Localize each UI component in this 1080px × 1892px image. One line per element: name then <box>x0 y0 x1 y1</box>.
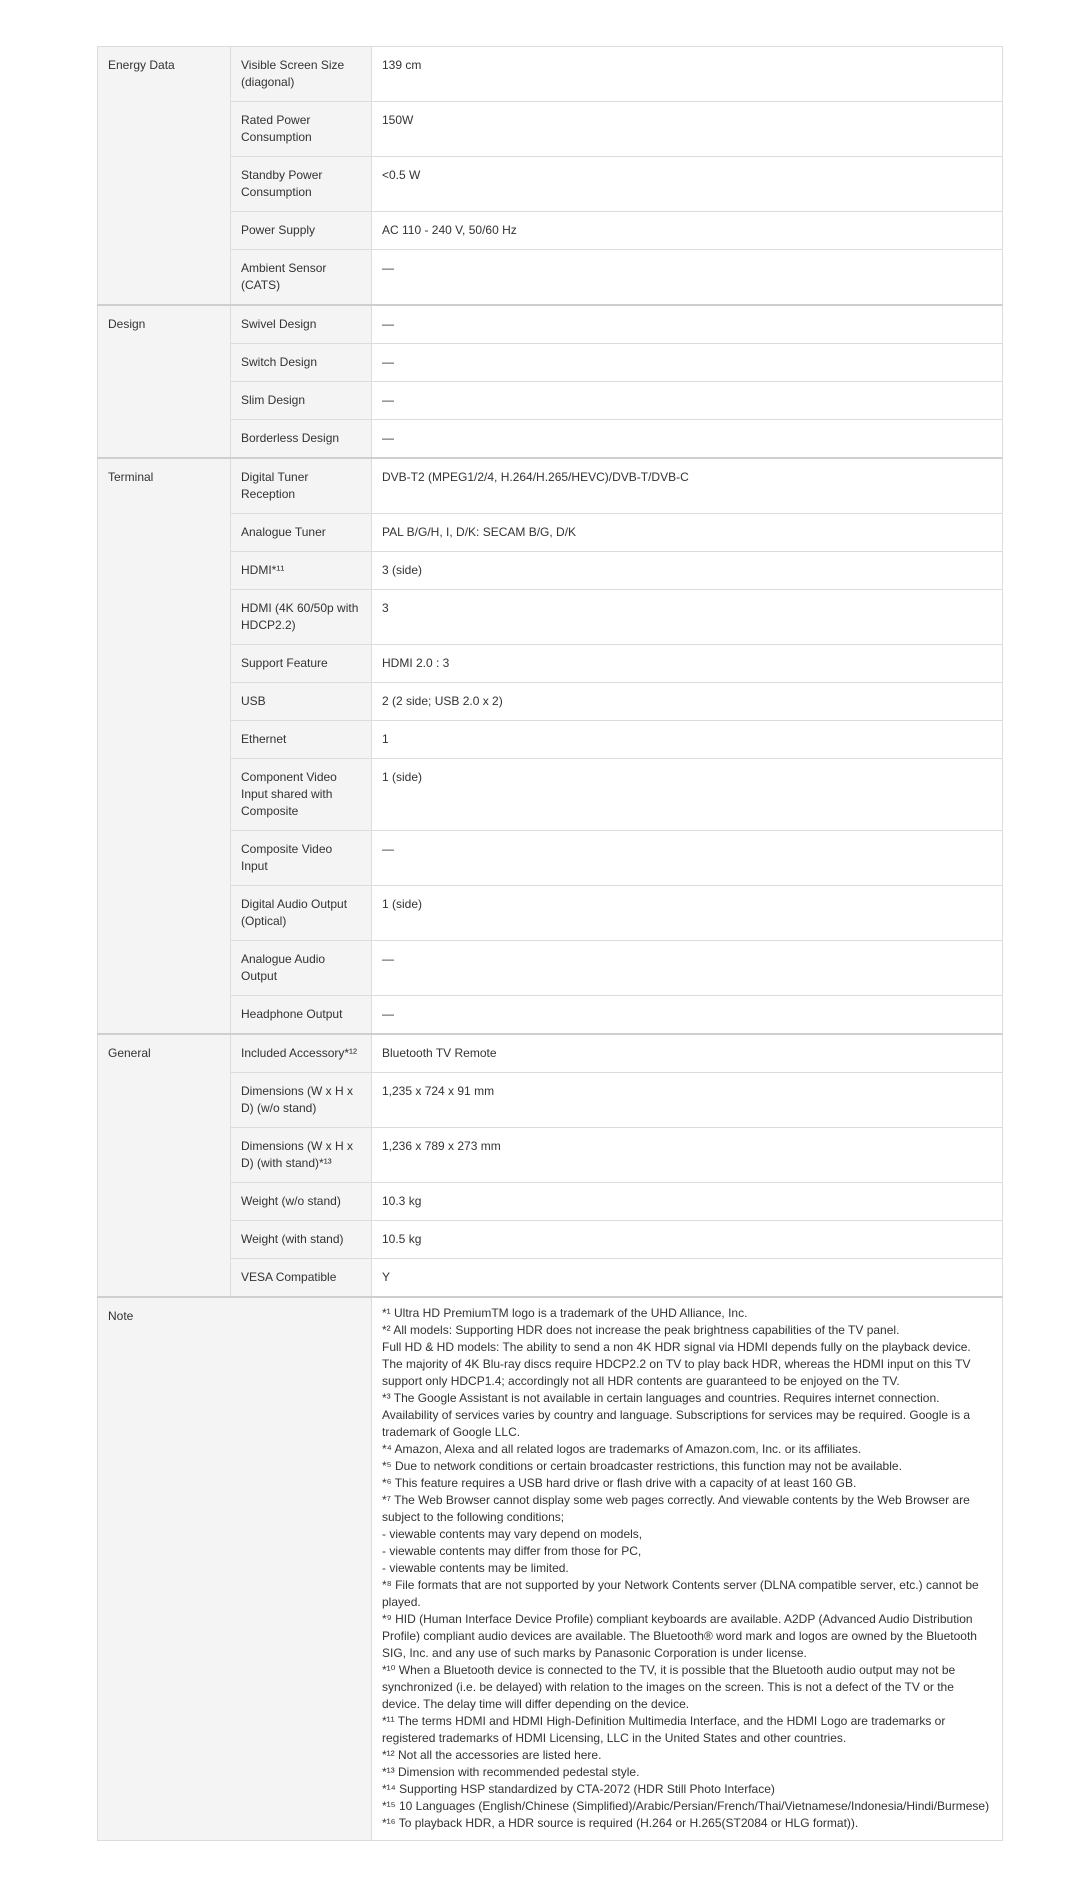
note-line: *⁵ Due to network conditions or certain broadcaster restrictions, this function may not be available. <box>382 1459 902 1473</box>
spec-row <box>98 212 1003 250</box>
spec-row <box>98 47 1003 102</box>
spec-label: Included Accessory*¹² <box>231 1034 372 1073</box>
spec-row <box>98 382 1003 420</box>
spec-value: 1 (side) <box>372 759 1003 831</box>
spec-row <box>98 683 1003 721</box>
spec-row <box>98 1073 1003 1128</box>
spec-value: Y <box>372 1259 1003 1298</box>
spec-label: Analogue Tuner <box>231 514 372 552</box>
spec-value: — <box>372 305 1003 344</box>
note-line: *³ The Google Assistant is not available in certain languages and countries. Requires internet connection. Availability of services varies by country and language. Subscriptions for services may be required. Google is a trademark of Google LLC. <box>382 1391 971 1439</box>
spec-value: — <box>372 941 1003 996</box>
note-line: Full HD & HD models: The ability to send a non 4K HDR signal via HDMI depends fully on the playback device. <box>382 1340 971 1354</box>
spec-label: Dimensions (W x H x D) (w/o stand) <box>231 1073 372 1128</box>
spec-row <box>98 157 1003 212</box>
spec-value: 3 (side) <box>372 552 1003 590</box>
note-line: *¹² Not all the accessories are listed here. <box>382 1748 602 1762</box>
spec-row <box>98 250 1003 306</box>
note-line: *¹⁴ Supporting HSP standardized by CTA-2072 (HDR Still Photo Interface) <box>382 1782 775 1796</box>
spec-value: PAL B/G/H, I, D/K: SECAM B/G, D/K <box>372 514 1003 552</box>
spec-row <box>98 1183 1003 1221</box>
spec-value: 1,236 x 789 x 273 mm <box>372 1128 1003 1183</box>
note-label: Note <box>98 1297 372 1841</box>
spec-row <box>98 831 1003 886</box>
spec-label: Weight (with stand) <box>231 1221 372 1259</box>
spec-label: Borderless Design <box>231 420 372 459</box>
note-line: - viewable contents may vary depend on models, <box>382 1527 643 1541</box>
spec-label: Digital Tuner Reception <box>231 458 372 514</box>
spec-row <box>98 344 1003 382</box>
spec-label: Ethernet <box>231 721 372 759</box>
spec-row <box>98 886 1003 941</box>
spec-label: Component Video Input shared with Composite <box>231 759 372 831</box>
note-line: *⁹ HID (Human Interface Device Profile) compliant keyboards are available. A2DP (Advanced Audio Distribution Profile) compliant audio devices are available. The Bluetooth® word mark and logos are owned by the Bluetooth SIG, Inc. and any use of such marks by Panasonic Corporation is under license. <box>382 1612 977 1660</box>
spec-row <box>98 645 1003 683</box>
spec-label: Dimensions (W x H x D) (with stand)*¹³ <box>231 1128 372 1183</box>
spec-value: <0.5 W <box>372 157 1003 212</box>
note-line: *¹⁰ When a Bluetooth device is connected to the TV, it is possible that the Bluetooth audio output may not be synchronized (i.e. be delayed) with relation to the images on the screen. This is not a defect of the TV or the device. The delay time will differ depending on the device. <box>382 1663 956 1711</box>
spec-label: VESA Compatible <box>231 1259 372 1298</box>
spec-value: AC 110 - 240 V, 50/60 Hz <box>372 212 1003 250</box>
spec-row <box>98 1034 1003 1073</box>
spec-label: Weight (w/o stand) <box>231 1183 372 1221</box>
spec-value: Bluetooth TV Remote <box>372 1034 1003 1073</box>
spec-label: Support Feature <box>231 645 372 683</box>
spec-label: Ambient Sensor (CATS) <box>231 250 372 306</box>
spec-row <box>98 102 1003 157</box>
spec-value: — <box>372 996 1003 1035</box>
spec-value: 1 <box>372 721 1003 759</box>
spec-row <box>98 552 1003 590</box>
spec-row <box>98 1221 1003 1259</box>
note-line: - viewable contents may differ from those for PC, <box>382 1544 642 1558</box>
spec-label: Digital Audio Output (Optical) <box>231 886 372 941</box>
spec-row <box>98 1259 1003 1298</box>
spec-value: — <box>372 382 1003 420</box>
spec-label: Power Supply <box>231 212 372 250</box>
note-line: *⁷ The Web Browser cannot display some web pages correctly. And viewable contents by the Web Browser are subject to the following conditions; <box>382 1493 970 1524</box>
note-line: The majority of 4K Blu-ray discs require HDCP2.2 on TV to play back HDR, whereas the HDMI input on this TV support only HDCP1.4; accordingly not all HDR contents are guaranteed to be enjoyed on the TV. <box>382 1357 971 1388</box>
note-line: *⁶ This feature requires a USB hard drive or flash drive with a capacity of at least 160 GB. <box>382 1476 857 1490</box>
spec-value: 2 (2 side; USB 2.0 x 2) <box>372 683 1003 721</box>
spec-label: Switch Design <box>231 344 372 382</box>
spec-table <box>97 46 1003 1841</box>
section-category: General <box>98 1034 231 1297</box>
spec-value: 1 (side) <box>372 886 1003 941</box>
section-category: Energy Data <box>98 47 231 306</box>
spec-label: Standby Power Consumption <box>231 157 372 212</box>
spec-row <box>98 996 1003 1035</box>
note-line: *¹ Ultra HD PremiumTM logo is a trademark of the UHD Alliance, Inc. <box>382 1306 748 1320</box>
spec-row <box>98 721 1003 759</box>
spec-value: — <box>372 344 1003 382</box>
spec-row <box>98 420 1003 459</box>
spec-table-body <box>98 47 1003 1841</box>
spec-value: DVB-T2 (MPEG1/2/4, H.264/H.265/HEVC)/DVB-T/DVB-C <box>372 458 1003 514</box>
spec-row <box>98 759 1003 831</box>
spec-value: — <box>372 420 1003 459</box>
spec-label: Headphone Output <box>231 996 372 1035</box>
spec-label: Composite Video Input <box>231 831 372 886</box>
spec-label: Analogue Audio Output <box>231 941 372 996</box>
spec-label: USB <box>231 683 372 721</box>
note-row <box>98 1297 1003 1841</box>
note-line: *¹³ Dimension with recommended pedestal style. <box>382 1765 640 1779</box>
spec-value: 3 <box>372 590 1003 645</box>
note-line: *¹⁵ 10 Languages (English/Chinese (Simplified)/Arabic/Persian/French/Thai/Vietnamese/Indonesia/Hindi/Burmese) <box>382 1799 990 1813</box>
spec-value: 150W <box>372 102 1003 157</box>
section-category: Terminal <box>98 458 231 1034</box>
spec-label: HDMI (4K 60/50p with HDCP2.2) <box>231 590 372 645</box>
spec-row <box>98 458 1003 514</box>
note-line: *¹⁶ To playback HDR, a HDR source is required (H.264 or H.265(ST2084 or HLG format)). <box>382 1816 859 1830</box>
note-line: *⁸ File formats that are not supported by your Network Contents server (DLNA compatible server, etc.) cannot be played. <box>382 1578 979 1609</box>
spec-row <box>98 305 1003 344</box>
note-line: *² All models: Supporting HDR does not increase the peak brightness capabilities of the TV panel. <box>382 1323 900 1337</box>
note-line: - viewable contents may be limited. <box>382 1561 569 1575</box>
note-line: *⁴ Amazon, Alexa and all related logos are trademarks of Amazon.com, Inc. or its affiliates. <box>382 1442 862 1456</box>
note-content <box>372 1297 1003 1841</box>
spec-label: Slim Design <box>231 382 372 420</box>
spec-value: 139 cm <box>372 47 1003 102</box>
spec-label: HDMI*¹¹ <box>231 552 372 590</box>
spec-value: — <box>372 250 1003 306</box>
spec-value: 10.3 kg <box>372 1183 1003 1221</box>
spec-value: HDMI 2.0 : 3 <box>372 645 1003 683</box>
spec-value: — <box>372 831 1003 886</box>
section-category: Design <box>98 305 231 458</box>
spec-label: Visible Screen Size (diagonal) <box>231 47 372 102</box>
spec-label: Rated Power Consumption <box>231 102 372 157</box>
spec-row <box>98 514 1003 552</box>
spec-value: 1,235 x 724 x 91 mm <box>372 1073 1003 1128</box>
note-line: *¹¹ The terms HDMI and HDMI High-Definition Multimedia Interface, and the HDMI Logo are trademarks or registered trademarks of HDMI Licensing, LLC in the United States and other countries. <box>382 1714 946 1745</box>
spec-row <box>98 941 1003 996</box>
spec-label: Swivel Design <box>231 305 372 344</box>
spec-row <box>98 590 1003 645</box>
spec-value: 10.5 kg <box>372 1221 1003 1259</box>
spec-row <box>98 1128 1003 1183</box>
